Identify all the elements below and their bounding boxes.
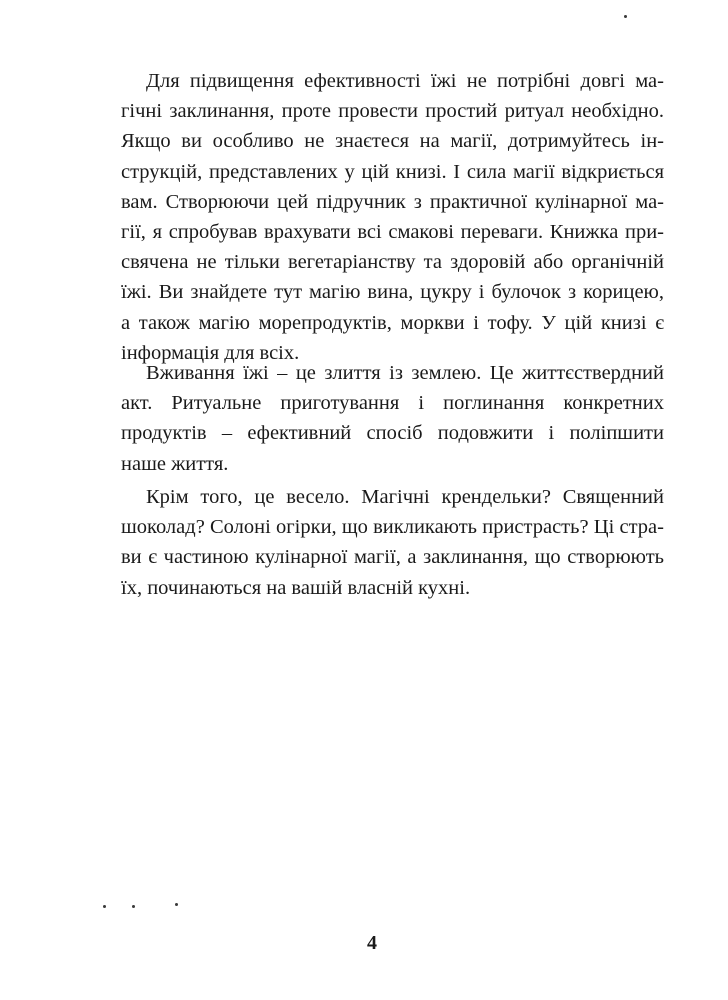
scan-speck xyxy=(103,905,106,908)
scan-speck xyxy=(624,15,627,18)
text-line: струкцій, представлених у цій книзі. І сила магії відкриється xyxy=(121,160,664,183)
text-line: вам. Створюючи цей підручник з практичної кулінарної ма- xyxy=(121,190,664,213)
page-number: 4 xyxy=(367,932,377,954)
text-line: шоколад? Солоні огірки, що викликають пристрасть? Ці стра- xyxy=(121,516,664,539)
scan-speck xyxy=(175,903,178,906)
text-line: продуктів – ефективний спосіб подовжити і поліпшити xyxy=(121,422,664,445)
text-line: наше життя. xyxy=(121,452,229,475)
text-line: їх, починаються на вашій власній кухні. xyxy=(121,576,471,599)
text-line: акт. Ритуальне приготування і поглинання конкретних xyxy=(121,392,664,415)
text-line: гії, я спробував врахувати всі смакові переваги. Книжка при- xyxy=(121,220,664,243)
paragraph-2 xyxy=(121,358,664,479)
text-line: а також магію морепродуктів, моркви і тофу. У цій книзі є xyxy=(121,311,664,334)
text-line: свячена не тільки вегетаріанству та здоровій або органічній xyxy=(121,251,664,274)
scan-speck xyxy=(132,905,135,908)
text-line: Крім того, це весело. Магічні крендельки? Священний xyxy=(146,486,664,508)
paragraph-3 xyxy=(121,482,664,603)
text-line: Якщо ви особливо не знаєтеся на магії, дотримуйтесь ін- xyxy=(121,130,664,153)
text-line: інформація для всіх. xyxy=(121,341,300,364)
text-line: ви є частиною кулінарної магії, а заклинання, що створюють xyxy=(121,546,664,569)
text-line: їжі. Ви знайдете тут магію вина, цукру і булочок з корицею, xyxy=(121,281,664,304)
text-line: гічні заклинання, проте провести простий ритуал необхідно. xyxy=(121,100,664,123)
text-line: Вживання їжі – це злиття із землею. Це життєствердний xyxy=(146,362,664,384)
paragraph-1 xyxy=(121,66,664,368)
text-line: Для підвищення ефективності їжі не потрібні довгі ма- xyxy=(146,70,664,92)
